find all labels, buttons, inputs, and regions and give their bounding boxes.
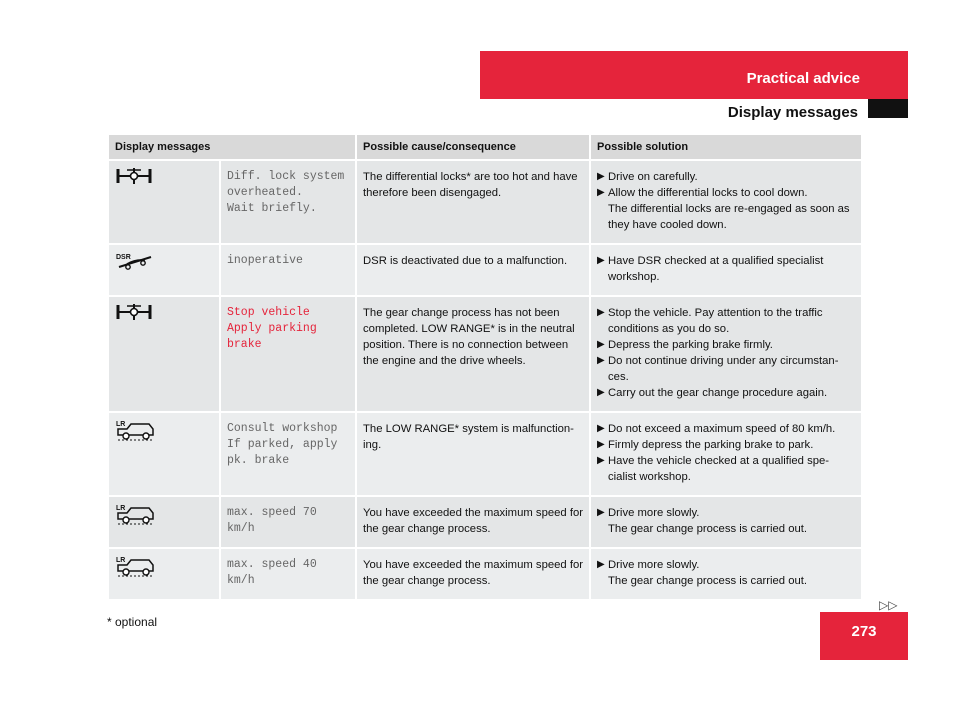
- solution-step: [597, 437, 855, 453]
- solution-step: [597, 385, 855, 401]
- message-icon-cell: [108, 496, 220, 548]
- solution-text: Carry out the gear change procedure again.: [608, 387, 828, 399]
- step-arrow-icon: ▶: [597, 187, 605, 198]
- svg-text:LR: LR: [116, 421, 126, 428]
- cause-cell: The LOW RANGE* system is malfunction-ing.: [356, 412, 590, 496]
- solution-text: Firmly depress the parking brake to park.: [608, 439, 814, 451]
- solution-cell: [590, 160, 862, 244]
- low-range-icon: [115, 555, 213, 577]
- solution-text: Depress the parking brake firmly.: [608, 339, 773, 351]
- step-arrow-icon: ▶: [597, 559, 605, 570]
- step-arrow-icon: ▶: [597, 507, 605, 518]
- display-message: max. speed 40 km/h: [220, 548, 356, 600]
- diff-lock-icon: [115, 167, 213, 185]
- solution-step: [597, 253, 855, 285]
- solution-cell: [590, 548, 862, 600]
- solution-text: Drive more slowly.: [608, 559, 700, 571]
- solution-note: The gear change process is carried out.: [608, 523, 808, 535]
- solution-text: Do not exceed a maximum speed of 80 km/h.: [608, 423, 836, 435]
- table-header-row: [108, 134, 862, 160]
- continue-mark: ▷▷: [879, 598, 898, 612]
- section-title: Practical advice: [746, 70, 860, 87]
- table-row: [108, 244, 862, 296]
- footnote: * optional: [107, 615, 158, 629]
- solution-step: [597, 421, 855, 437]
- solution-cell: [590, 296, 862, 412]
- diff-lock-icon: [115, 303, 213, 321]
- step-arrow-icon: ▶: [597, 423, 605, 434]
- solution-step: [597, 453, 855, 485]
- step-arrow-icon: ▶: [597, 455, 605, 466]
- low-range-icon: [115, 503, 213, 525]
- cause-cell: You have exceeded the maximum speed for the gear change process.: [356, 548, 590, 600]
- table-row: [108, 548, 862, 600]
- step-arrow-icon: ▶: [597, 171, 605, 182]
- cause-cell: DSR is deactivated due to a malfunction.: [356, 244, 590, 296]
- message-icon-cell: [108, 296, 220, 412]
- display-messages-table: [107, 133, 863, 601]
- solution-cell: [590, 412, 862, 496]
- solution-step: [597, 305, 855, 337]
- dsr-icon: [115, 251, 213, 271]
- message-icon-cell: [108, 160, 220, 244]
- solution-step: [597, 557, 855, 573]
- step-arrow-icon: ▶: [597, 339, 605, 350]
- display-message: Stop vehicle Apply parking brake: [220, 296, 356, 412]
- header-tab: [868, 99, 908, 118]
- display-message: max. speed 70 km/h: [220, 496, 356, 548]
- cause-cell: You have exceeded the maximum speed for the gear change process.: [356, 496, 590, 548]
- display-message: Consult workshop If parked, apply pk. brake: [220, 412, 356, 496]
- display-message: inoperative: [220, 244, 356, 296]
- table-row: [108, 296, 862, 412]
- table-row: [108, 496, 862, 548]
- column-header-display-messages: Display messages: [108, 134, 356, 160]
- solution-step: [597, 169, 855, 185]
- solution-text: Drive on carefully.: [608, 171, 698, 183]
- table-row: [108, 412, 862, 496]
- message-icon-cell: [108, 548, 220, 600]
- svg-text:LR: LR: [116, 557, 126, 564]
- solution-step: [597, 185, 855, 201]
- solution-text: Do not continue driving under any circumstan-ces.: [608, 355, 839, 383]
- subsection-title: Display messages: [727, 104, 858, 121]
- solution-cell: [590, 496, 862, 548]
- solution-step: [597, 337, 855, 353]
- step-arrow-icon: ▶: [597, 307, 605, 318]
- page-number: 273: [820, 612, 908, 660]
- step-arrow-icon: ▶: [597, 255, 605, 266]
- solution-text: Drive more slowly.: [608, 507, 700, 519]
- low-range-icon: [115, 419, 213, 441]
- solution-text: Allow the differential locks to cool down.: [608, 187, 808, 199]
- step-arrow-icon: ▶: [597, 387, 605, 398]
- cause-cell: The differential locks* are too hot and have therefore been disengaged.: [356, 160, 590, 244]
- solution-cell: [590, 244, 862, 296]
- solution-note: The gear change process is carried out.: [608, 575, 808, 587]
- section-header: [480, 51, 908, 99]
- solution-note: The differential locks are re-engaged as soon as they have cooled down.: [608, 203, 850, 231]
- solution-step: [597, 505, 855, 521]
- column-header-solution: Possible solution: [590, 134, 862, 160]
- svg-text:DSR: DSR: [116, 254, 131, 261]
- table-row: [108, 160, 862, 244]
- svg-text:LR: LR: [116, 505, 126, 512]
- message-icon-cell: [108, 412, 220, 496]
- step-arrow-icon: ▶: [597, 355, 605, 366]
- solution-text: Have the vehicle checked at a qualified spe-cialist workshop.: [608, 455, 830, 483]
- step-arrow-icon: ▶: [597, 439, 605, 450]
- solution-step: [597, 353, 855, 385]
- display-message: Diff. lock system overheated. Wait briefly.: [220, 160, 356, 244]
- cause-cell: The gear change process has not been completed. LOW RANGE* is in the neutral position. There is no connection between the engine and the drive wheels.: [356, 296, 590, 412]
- message-icon-cell: [108, 244, 220, 296]
- solution-text: Stop the vehicle. Pay attention to the traffic conditions as you do so.: [608, 307, 823, 335]
- solution-text: Have DSR checked at a qualified specialist workshop.: [608, 255, 824, 283]
- column-header-cause: Possible cause/consequence: [356, 134, 590, 160]
